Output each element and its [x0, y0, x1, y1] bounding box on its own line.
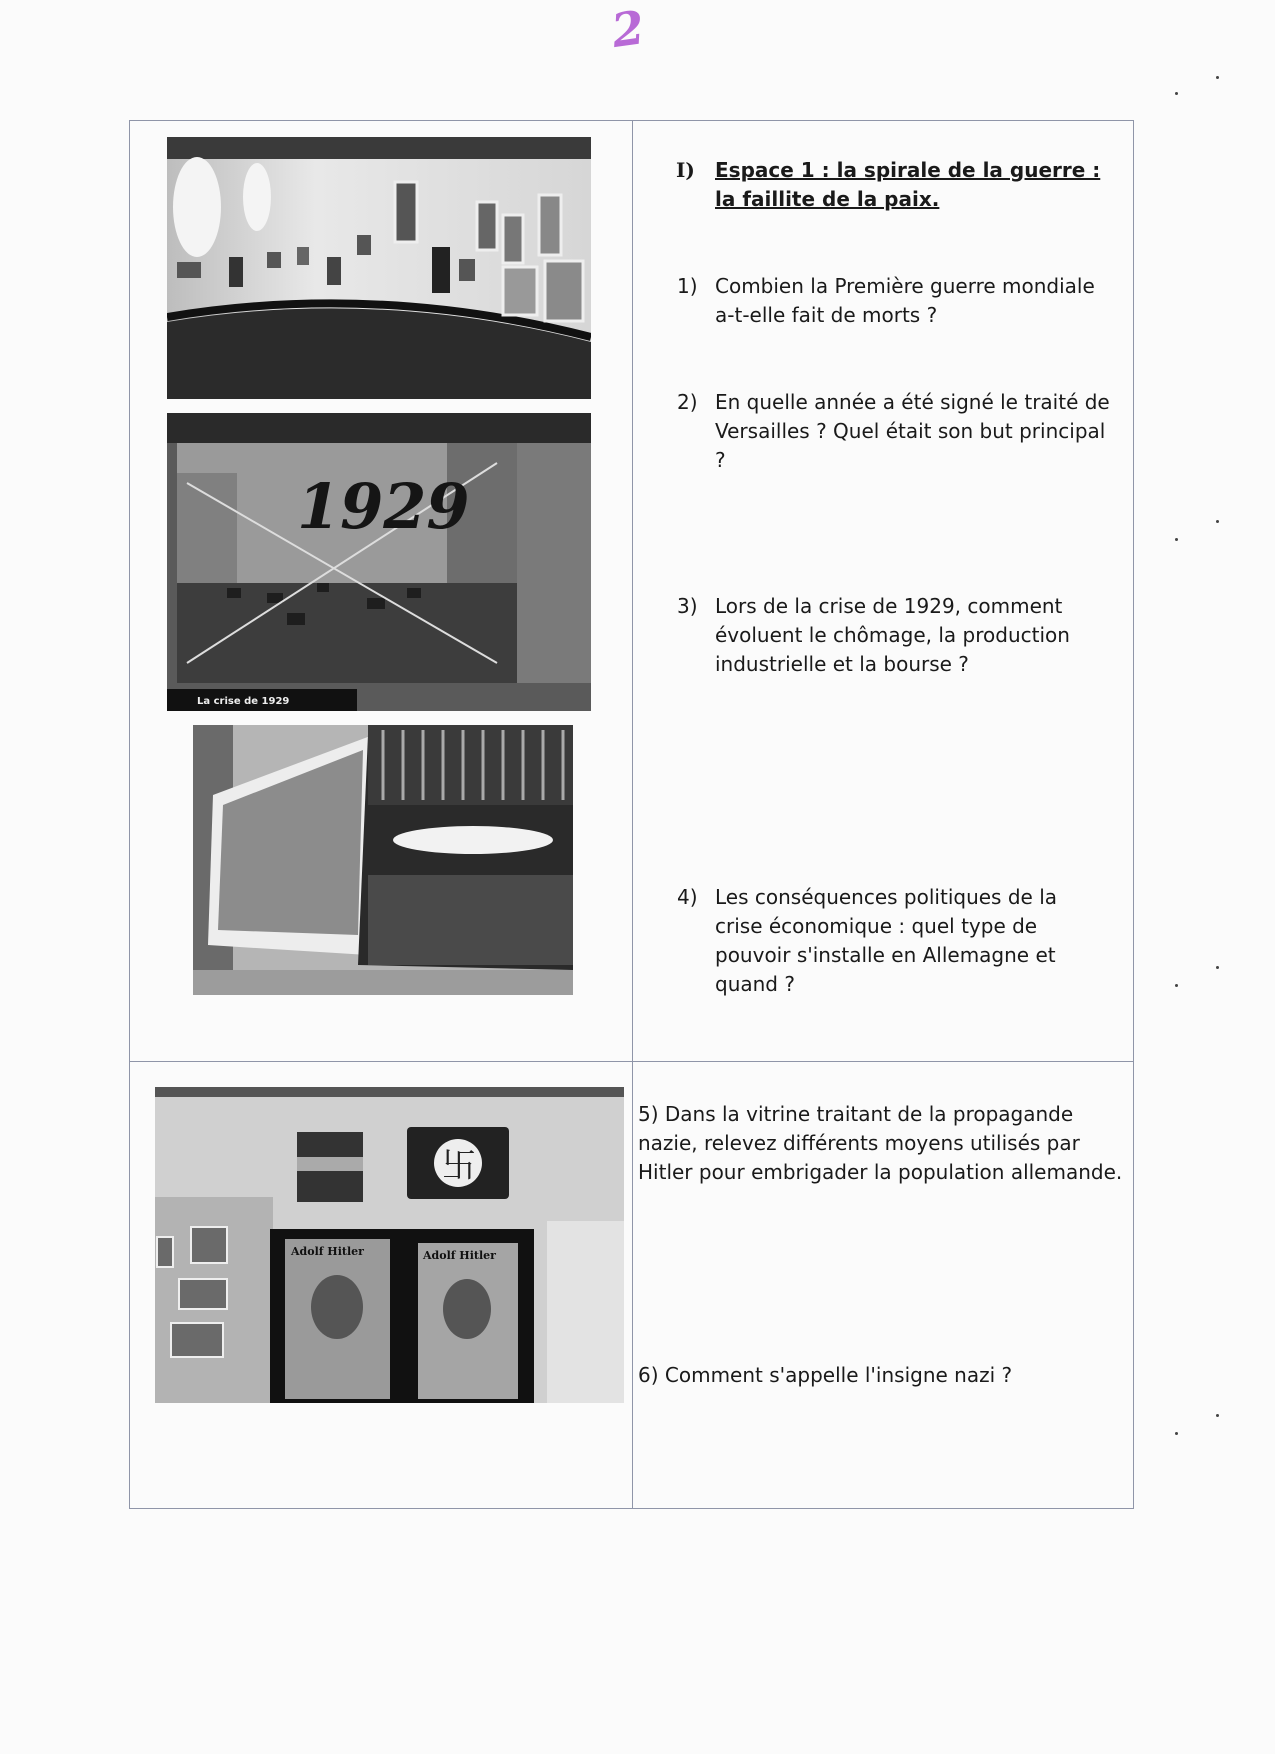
question-text: Les conséquences politiques de la crise économique : quel type de pouvoir s'installe en Allemagne et quand ? — [715, 885, 1058, 996]
question-4 — [677, 883, 1117, 996]
propaganda-photo — [155, 1087, 624, 1403]
scan-speck — [1216, 1414, 1219, 1417]
section-title: Espace 1 : la spirale de la guerre : la faillite de la paix. — [715, 158, 1101, 211]
scan-speck — [1175, 1432, 1178, 1435]
page-number: 2 — [608, 0, 648, 58]
question-number: 4) — [677, 885, 698, 909]
question-6: 6) Comment s'appelle l'insigne nazi ? — [638, 1363, 1013, 1387]
crisis-photo — [167, 413, 591, 711]
crisis-caption-text: La crise de 1929 — [197, 696, 290, 707]
poster-title-2: Adolf Hitler — [423, 1249, 496, 1262]
question-text: Lors de la crise de 1929, comment évoluent le chômage, la production industrielle et la bourse ? — [715, 594, 1070, 676]
question-2 — [677, 388, 1117, 472]
question-number: 3) — [677, 594, 698, 618]
section-number: I) — [676, 158, 695, 182]
scan-speck — [1175, 984, 1178, 987]
question-1 — [677, 272, 1117, 332]
question-number: 2) — [677, 390, 698, 414]
question-text: En quelle année a été signé le traité de Versailles ? Quel était son but principal ? — [715, 390, 1110, 472]
scan-speck — [1216, 76, 1219, 79]
question-text: Combien la Première guerre mondiale a-t-elle fait de morts ? — [715, 274, 1095, 327]
scan-speck — [1175, 92, 1178, 95]
rally-photo — [193, 725, 573, 995]
crisis-sign-text: 1929 — [297, 470, 470, 543]
scan-speck — [1216, 966, 1219, 969]
question-3 — [677, 592, 1117, 682]
question-5: 5) Dans la vitrine traitant de la propagande nazie, relevez différents moyens utilisés par Hitler pour embrigader la population allemande. — [638, 1102, 1123, 1184]
scan-speck — [1175, 538, 1178, 541]
poster-title-1: Adolf Hitler — [291, 1245, 364, 1258]
gallery-photo — [167, 137, 591, 399]
question-number: 1) — [677, 274, 698, 298]
scan-speck — [1216, 520, 1219, 523]
swastika-symbol: 卐 — [442, 1146, 476, 1186]
